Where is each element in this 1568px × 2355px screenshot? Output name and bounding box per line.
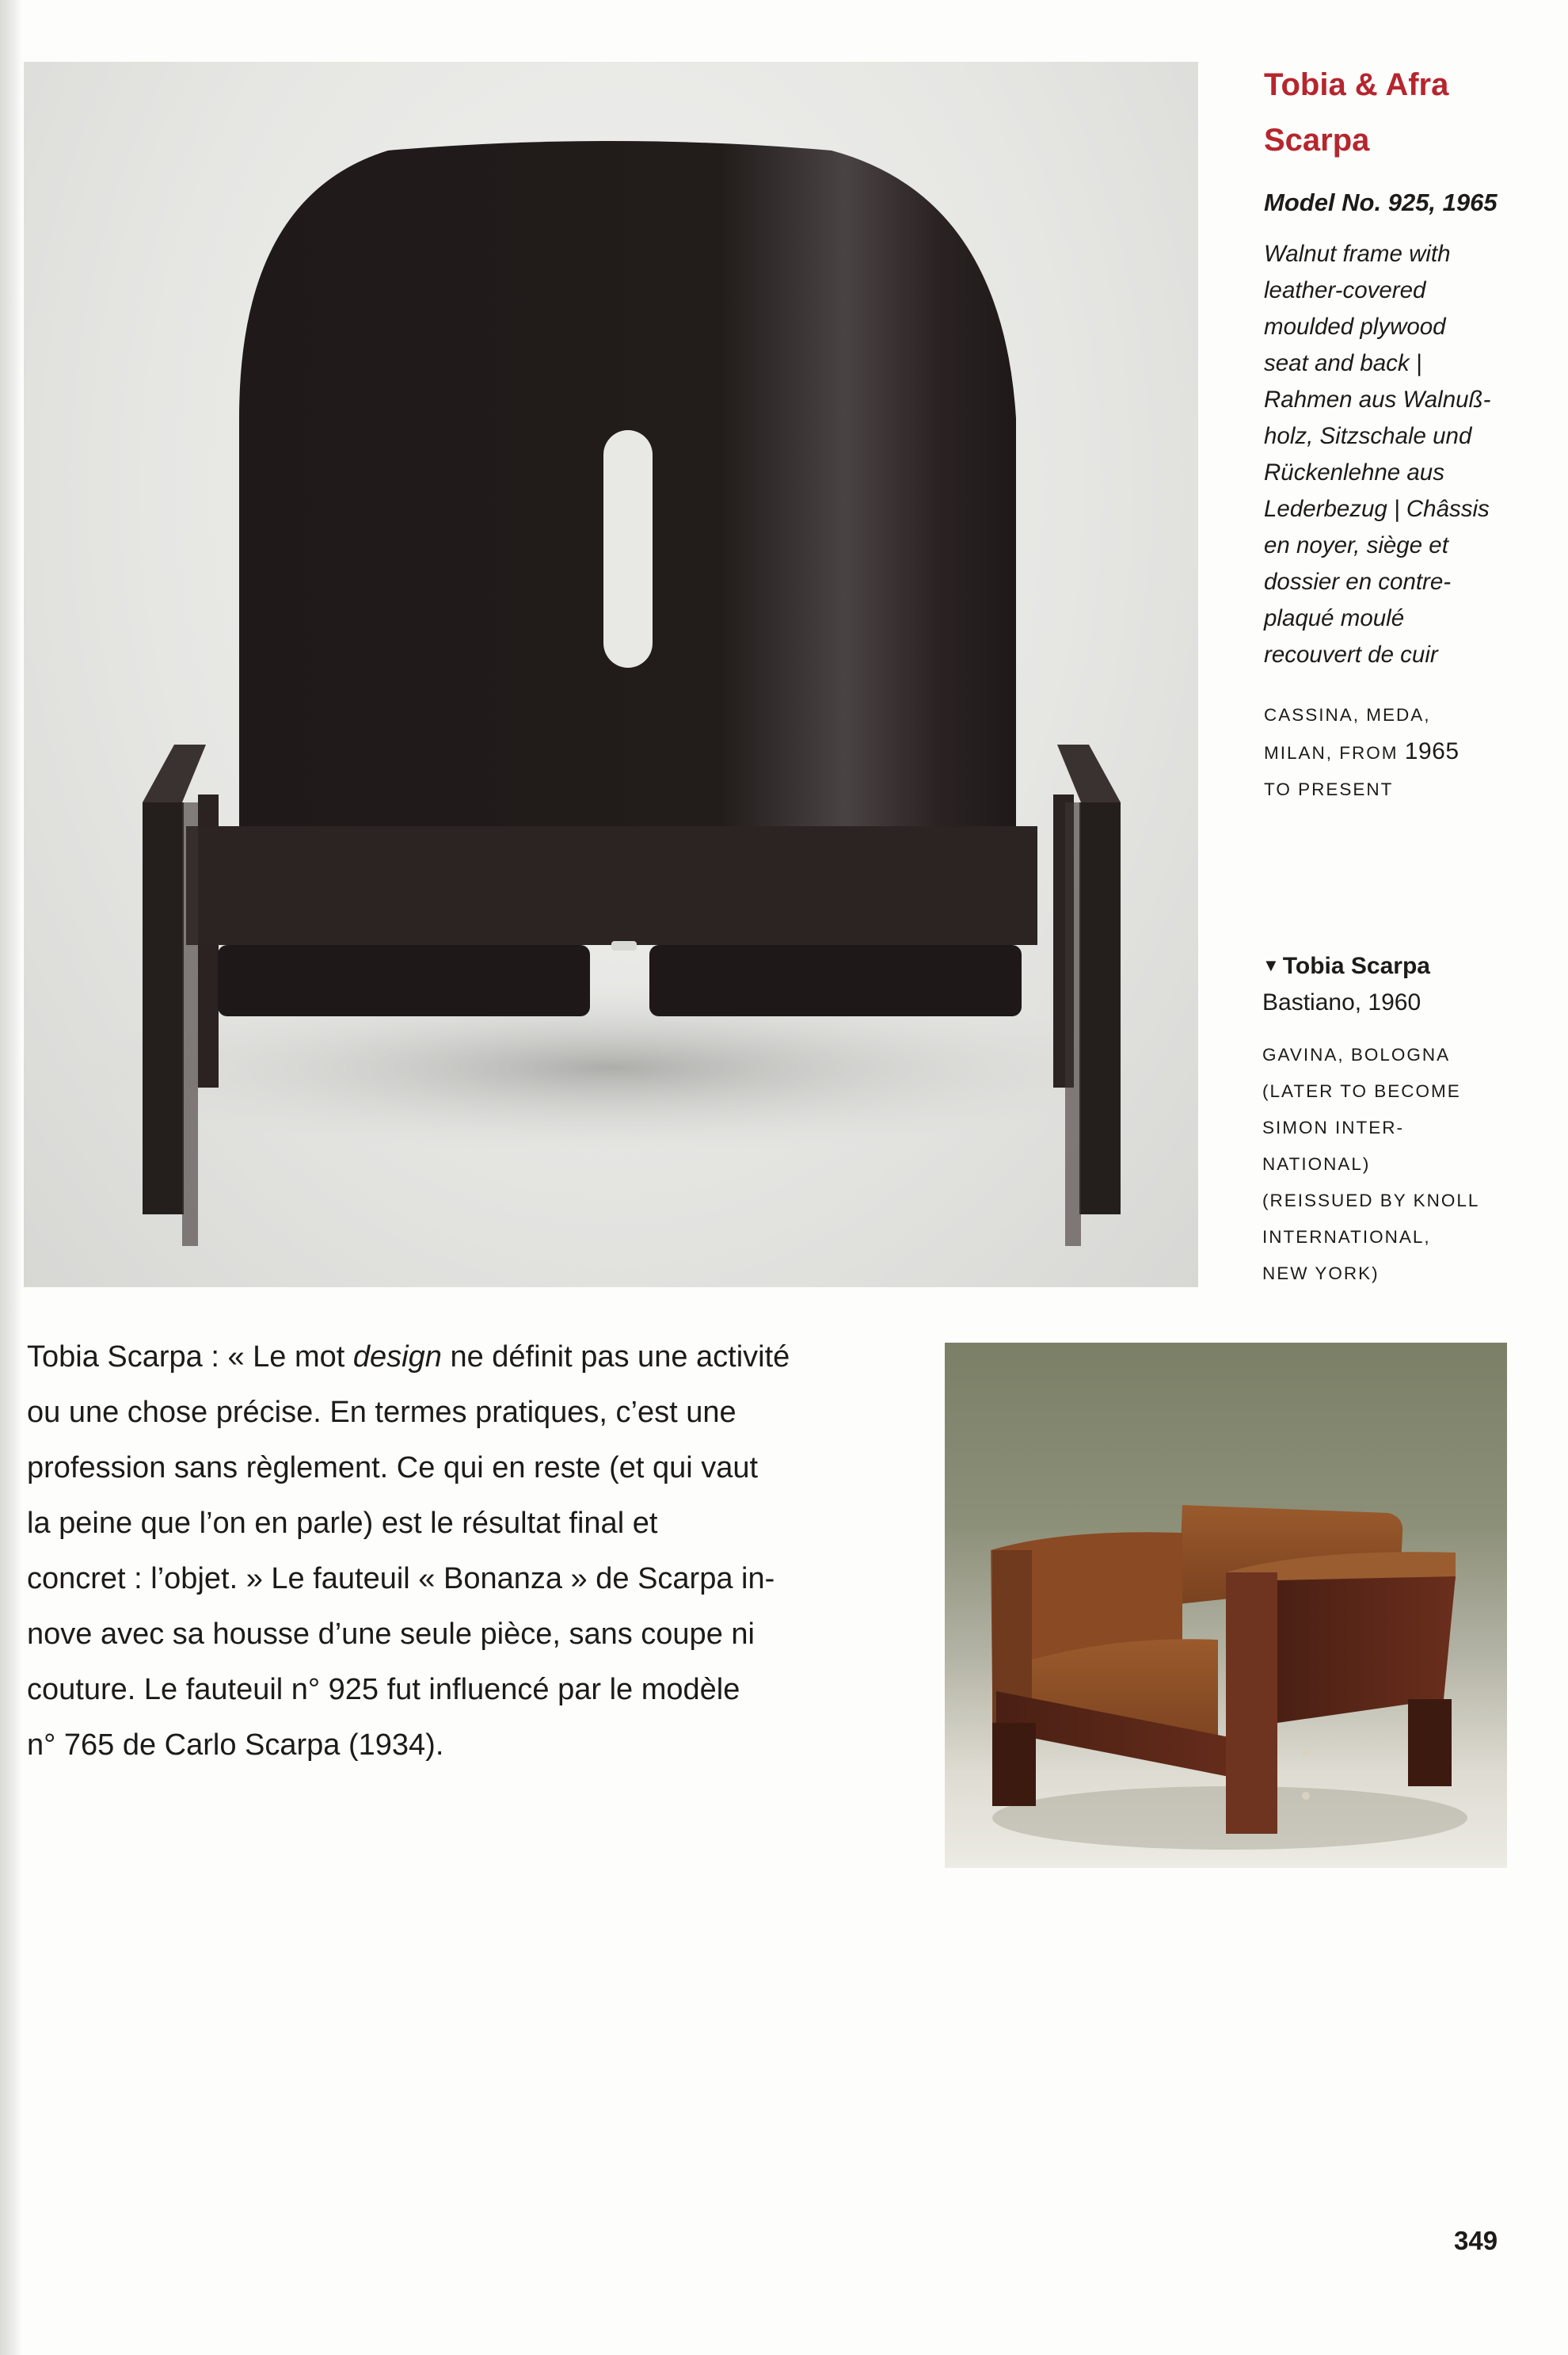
body-line: concret : l’objet. » Le fauteuil « Bonanza » de Scarpa in- <box>27 1562 775 1595</box>
right-frame-edge <box>1065 802 1081 1246</box>
desc-line: Rückenlehne aus <box>1264 459 1444 486</box>
photo-model-925-chair <box>24 62 1198 1287</box>
maker-line: GAVINA, BOLOGNA <box>1262 1045 1451 1065</box>
caption-bastiano <box>1262 947 1568 1292</box>
designer-name-line1: Tobia & Afra <box>1264 67 1449 102</box>
right-front-post <box>1226 1572 1277 1834</box>
material-description <box>1264 236 1568 673</box>
maker-line: (REISSUED BY KNOLL <box>1262 1191 1480 1210</box>
second-manufacturer-info <box>1262 1037 1568 1292</box>
caption-main <box>1264 57 1568 808</box>
lower-panel-right <box>649 945 1022 1016</box>
maker-line: TO PRESENT <box>1264 779 1394 799</box>
front-apron <box>186 826 1037 945</box>
second-designer <box>1262 947 1568 985</box>
left-arm-top <box>143 745 206 802</box>
desc-line: moulded plywood <box>1264 314 1446 340</box>
designer-name-line2: Scarpa <box>1264 123 1370 158</box>
backrest-slot <box>603 430 653 668</box>
maker-line: CASSINA, MEDA, <box>1264 705 1431 725</box>
rear-left-leg <box>992 1723 1036 1806</box>
rear-right-leg <box>1408 1699 1452 1786</box>
bolt <box>1302 1748 1310 1756</box>
body-text-run: ne définit pas une activité <box>441 1340 790 1374</box>
model-title: Model No. 925, 1965 <box>1264 189 1498 216</box>
body-line: nove avec sa housse d’une seule pièce, sans coupe ni <box>27 1618 755 1651</box>
body-emphasis: design <box>352 1340 442 1374</box>
triangle-down-icon: ▼ <box>1262 955 1280 975</box>
bastiano-illustration <box>945 1343 1507 1868</box>
body-line: ou une chose précise. En termes pratiques, c’est une <box>27 1396 736 1429</box>
left-frame-edge <box>182 802 198 1246</box>
designer-name <box>1264 57 1568 168</box>
manufacturer-info <box>1264 697 1568 808</box>
desc-line: seat and back | <box>1264 350 1422 376</box>
lower-panel-left <box>218 945 590 1016</box>
page-number: 349 <box>1454 2226 1498 2255</box>
desc-line: Lederbezug | Châssis <box>1264 496 1490 522</box>
photo-bastiano-armchair <box>945 1343 1507 1868</box>
front-right-leg <box>1079 802 1121 1214</box>
desc-line: Walnut frame with <box>1264 241 1451 267</box>
desc-line: Rahmen aus Walnuß- <box>1264 387 1491 413</box>
maker-line: NEW YORK) <box>1262 1263 1380 1283</box>
body-text-run: Tobia Scarpa : « Le mot <box>27 1340 353 1374</box>
center-clip <box>611 941 637 951</box>
page-gutter-shadow <box>0 0 22 2355</box>
maker-line: INTERNATIONAL, <box>1262 1227 1431 1247</box>
maker-line: NATIONAL) <box>1262 1154 1371 1174</box>
body-line: profession sans règlement. Ce qui en reste (et qui vaut <box>27 1451 759 1484</box>
second-model-title: Bastiano, 1960 <box>1262 989 1421 1016</box>
bolt <box>1302 1792 1310 1800</box>
desc-line: dossier en contre- <box>1264 569 1452 595</box>
body-paragraph <box>27 1329 922 1773</box>
desc-line: plaqué moulé <box>1264 605 1405 631</box>
maker-line: (LATER TO BECOME <box>1262 1081 1461 1101</box>
desc-line: holz, Sitzschale und <box>1264 423 1472 449</box>
body-line: couture. Le fauteuil n° 925 fut influencé par le modèle <box>27 1673 740 1706</box>
maker-year: 1965 <box>1404 738 1460 764</box>
front-left-leg <box>143 802 184 1214</box>
maker-line <box>1264 734 1568 772</box>
body-line: n° 765 de Carlo Scarpa (1934). <box>27 1728 444 1762</box>
maker-line-text: MILAN, FROM <box>1264 743 1399 763</box>
right-arm-top <box>1057 745 1121 802</box>
desc-line: leather-covered <box>1264 277 1426 303</box>
desc-line: en noyer, siège et <box>1264 532 1448 558</box>
chair-925-illustration <box>24 62 1198 1287</box>
second-designer-name: Tobia Scarpa <box>1282 953 1430 979</box>
body-line: la peine que l’on en parle) est le résultat final et <box>27 1507 658 1540</box>
desc-line: recouvert de cuir <box>1264 642 1438 668</box>
maker-line: SIMON INTER- <box>1262 1118 1404 1137</box>
body-line <box>27 1329 922 1385</box>
